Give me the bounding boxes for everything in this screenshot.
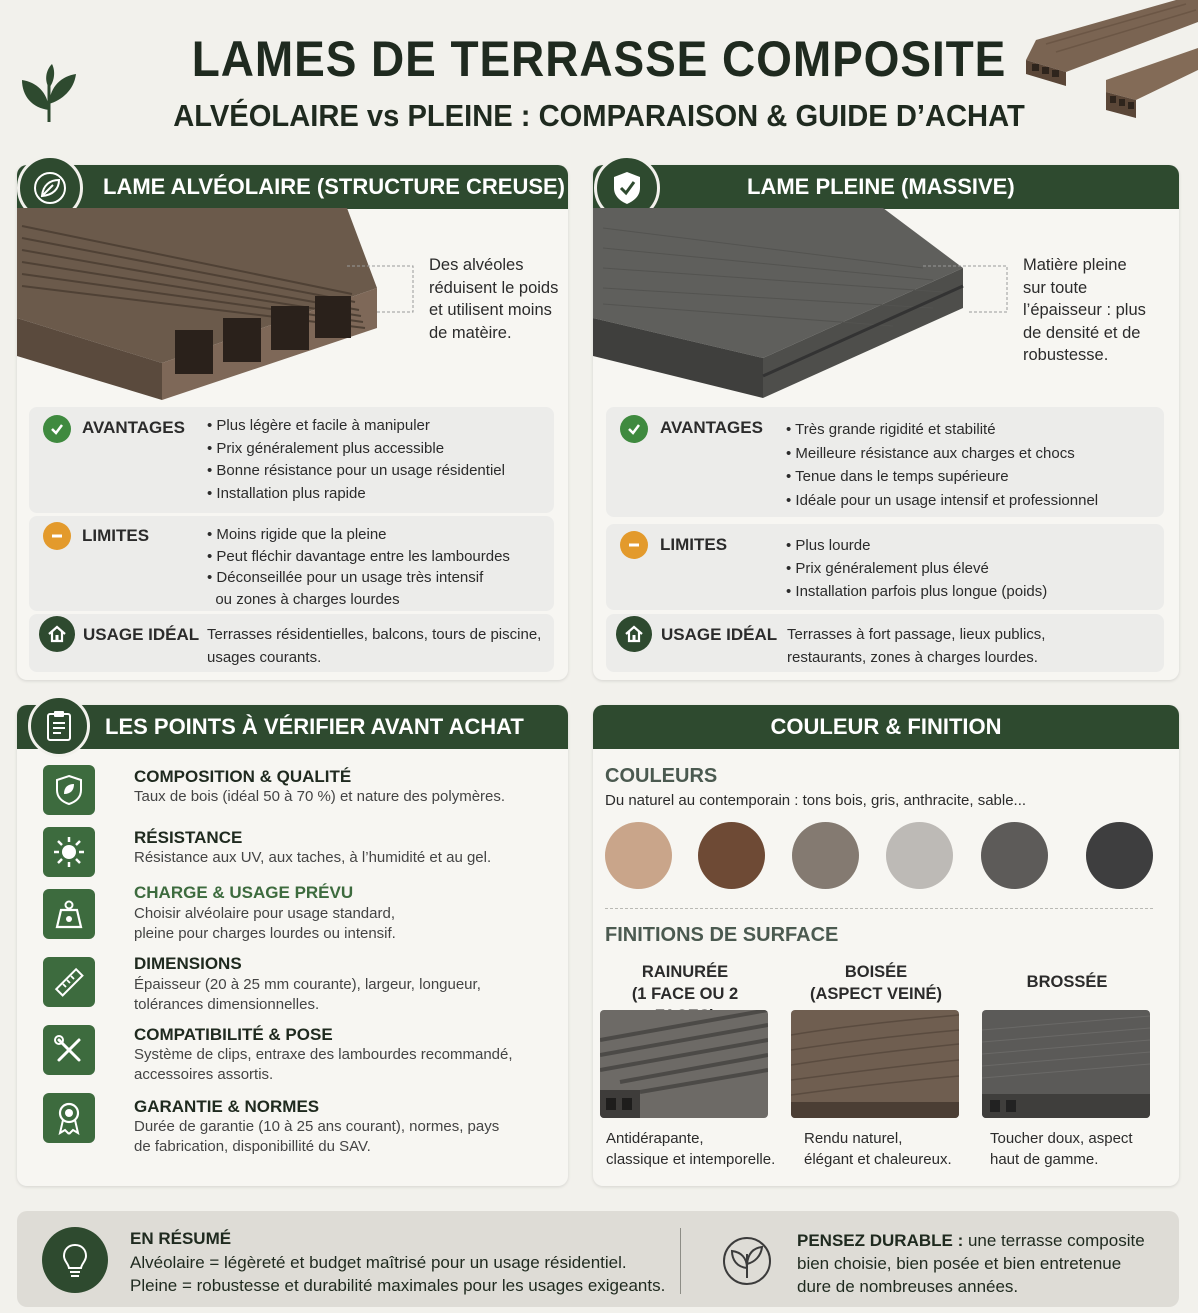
usage-text: Terrasses à fort passage, lieux publics, restaurants, zones à charges lourdes. — [787, 626, 1046, 666]
color-swatch[interactable] — [605, 822, 672, 889]
checklist-item-desc: Durée de garantie (10 à 25 ans courant), normes, pays de fabrication, disponibillité du SAV. — [134, 1118, 500, 1155]
summary-divider — [680, 1228, 681, 1294]
shield-leaf-icon — [43, 765, 95, 815]
summary-text: Alvéolaire = légèreté et budget maîtrisé pour un usage résidentiel. Pleine = robustesse et durabilité maximales pour les usages exigeants. — [130, 1253, 666, 1295]
list-item: • Prix généralement plus accessible — [207, 439, 445, 457]
checklist-item-desc: Taux de bois (idéal 50 à 70 %) et nature des polymères. — [134, 788, 506, 805]
list-item: • Installation parfois plus longue (poids) — [786, 583, 1048, 600]
summary-title: EN RÉSUMÉ — [130, 1229, 232, 1248]
leaf-circle-icon — [720, 1234, 774, 1288]
home-icon — [39, 616, 75, 652]
color-swatch[interactable] — [1086, 822, 1153, 889]
usage-label: USAGE IDÉAL — [661, 625, 778, 644]
checklist-item-title: CHARGE & USAGE PRÉVU — [134, 883, 354, 902]
finish-title-boisee: BOISÉE (ASPECT VEINÉ) — [809, 963, 943, 1003]
color-swatch[interactable] — [792, 822, 859, 889]
checklist-item-title: RÉSISTANCE — [134, 828, 243, 847]
clipboard-icon — [28, 695, 90, 757]
limits-label: LIMITES — [82, 526, 150, 545]
pleine-title: LAME PLEINE (MASSIVE) — [747, 174, 1015, 199]
list-item: • Idéale pour un usage intensif et professionnel — [786, 491, 1099, 509]
checklist-item-title: COMPATIBILITÉ & POSE — [134, 1025, 333, 1044]
checklist-item-desc: Système de clips, entraxe des lambourdes recommandé, accessoires assortis. — [134, 1046, 513, 1083]
durable-text: PENSEZ DURABLE : une terrasse composite bien choisie, bien posée et bien entretenue dure de nombreuses années. — [797, 1231, 1145, 1296]
limits-list — [786, 534, 1047, 603]
weight-icon — [43, 889, 95, 939]
list-item: • Très grande rigidité et stabilité — [786, 421, 996, 438]
checklist-item-desc: Épaisseur (20 à 25 mm courante), largeur, longueur, tolérances dimensionnelles. — [134, 976, 481, 1013]
checklist-item-title: COMPOSITION & QUALITÉ — [134, 767, 352, 786]
pleine-note: Matière pleine sur toute l’épaisseur : plus de densité et de robustesse. — [1023, 256, 1146, 364]
list-item: • Plus lourde — [786, 537, 871, 554]
checklist-item-title: GARANTIE & NORMES — [134, 1097, 320, 1116]
finish-title-rainuree: RAINURÉE (1 FACE OU 2 — [631, 963, 739, 1003]
deck-boards-image — [1026, 0, 1198, 126]
finish-desc-brossee: Toucher doux, aspect haut de gamme. — [990, 1130, 1133, 1168]
checklist-item-title: DIMENSIONS — [134, 954, 242, 973]
list-item: • Tenue dans le temps supérieure — [786, 468, 1009, 485]
advantages-list — [786, 418, 1098, 512]
alveolaire-note: Des alvéoles réduisent le poids et utilisent moins de matèire. — [429, 256, 559, 342]
list-item: • Déconseillée pour un usage très intensif — [207, 569, 484, 586]
advantages-label: AVANTAGES — [82, 418, 185, 437]
finish-header — [593, 705, 1179, 749]
list-item: • Plus légère et facile à manipuler — [207, 417, 430, 434]
color-swatch[interactable] — [698, 822, 765, 889]
minus-icon — [43, 522, 71, 550]
lightbulb-icon — [42, 1227, 108, 1293]
limits-label: LIMITES — [660, 535, 728, 554]
pleine-board-image — [593, 208, 1013, 400]
list-item: • Prix généralement plus élevé — [786, 560, 989, 577]
checklist-header — [17, 705, 568, 749]
list-item: ou zones à charges lourdes — [215, 590, 400, 608]
finish-title-brossee: BROSSÉE — [1026, 973, 1108, 991]
minus-icon — [620, 531, 648, 559]
boisee-finish-image — [791, 1010, 959, 1118]
colors-desc: Du naturel au contemporain : tons bois, gris, anthracite, sable... — [605, 792, 1027, 809]
alveolaire-header — [17, 165, 568, 209]
colors-heading: COULEURS — [605, 765, 718, 787]
list-item: • Peut fléchir davantage entre les lambourdes — [207, 547, 510, 565]
page-subtitle: ALVÉOLAIRE vs PLEINE : COMPARAISON & GUIDE D’ACHAT — [173, 98, 1025, 133]
list-item: • Moins rigide que la pleine — [207, 526, 387, 543]
list-item: • Meilleure résistance aux charges et chocs — [786, 444, 1075, 462]
check-icon — [620, 415, 648, 443]
list-item: • Bonne résistance pour un usage résidentiel — [207, 462, 505, 479]
check-icon — [43, 415, 71, 443]
usage-label: USAGE IDÉAL — [83, 625, 200, 644]
alveolaire-title: LAME ALVÉOLAIRE (STRUCTURE CREUSE) — [103, 174, 565, 199]
finishes-heading: FINITIONS DE SURFACE — [605, 924, 839, 946]
ruler-icon — [43, 957, 95, 1007]
award-icon — [43, 1093, 95, 1143]
usage-text: Terrasses résidentielles, balcons, tours de piscine, usages courants. — [207, 626, 542, 666]
list-item: • Installation plus rapide — [207, 484, 366, 502]
home-icon — [616, 616, 652, 652]
checklist-item-desc: Choisir alvéolaire pour usage standard, pleine pour charges lourdes ou intensif. — [134, 905, 396, 942]
color-swatch[interactable] — [981, 822, 1048, 889]
advantages-list — [207, 415, 505, 505]
divider — [605, 908, 1153, 909]
alveolaire-board-image — [17, 208, 417, 400]
finish-desc-boisee: Rendu naturel, élégant et chaleureux. — [804, 1130, 952, 1168]
finish-title: COULEUR & FINITION — [770, 714, 1002, 739]
page-title: LAMES DE TERRASSE COMPOSITE — [191, 31, 1007, 87]
sun-icon — [43, 827, 95, 877]
checklist-item-desc: Résistance aux UV, aux taches, à l’humidité et au gel. — [134, 849, 492, 866]
brossee-finish-image — [982, 1010, 1150, 1118]
checklist-title: LES POINTS À VÉRIFIER AVANT ACHAT — [105, 714, 524, 739]
pleine-header — [593, 165, 1179, 209]
finish-desc-rainuree: Antidérapante, classique et intemporelle. — [606, 1130, 776, 1168]
tools-icon — [43, 1025, 95, 1075]
rainuree-finish-image — [600, 1010, 768, 1118]
limits-list — [207, 524, 510, 610]
advantages-label: AVANTAGES — [660, 418, 763, 437]
color-swatch[interactable] — [886, 822, 953, 889]
